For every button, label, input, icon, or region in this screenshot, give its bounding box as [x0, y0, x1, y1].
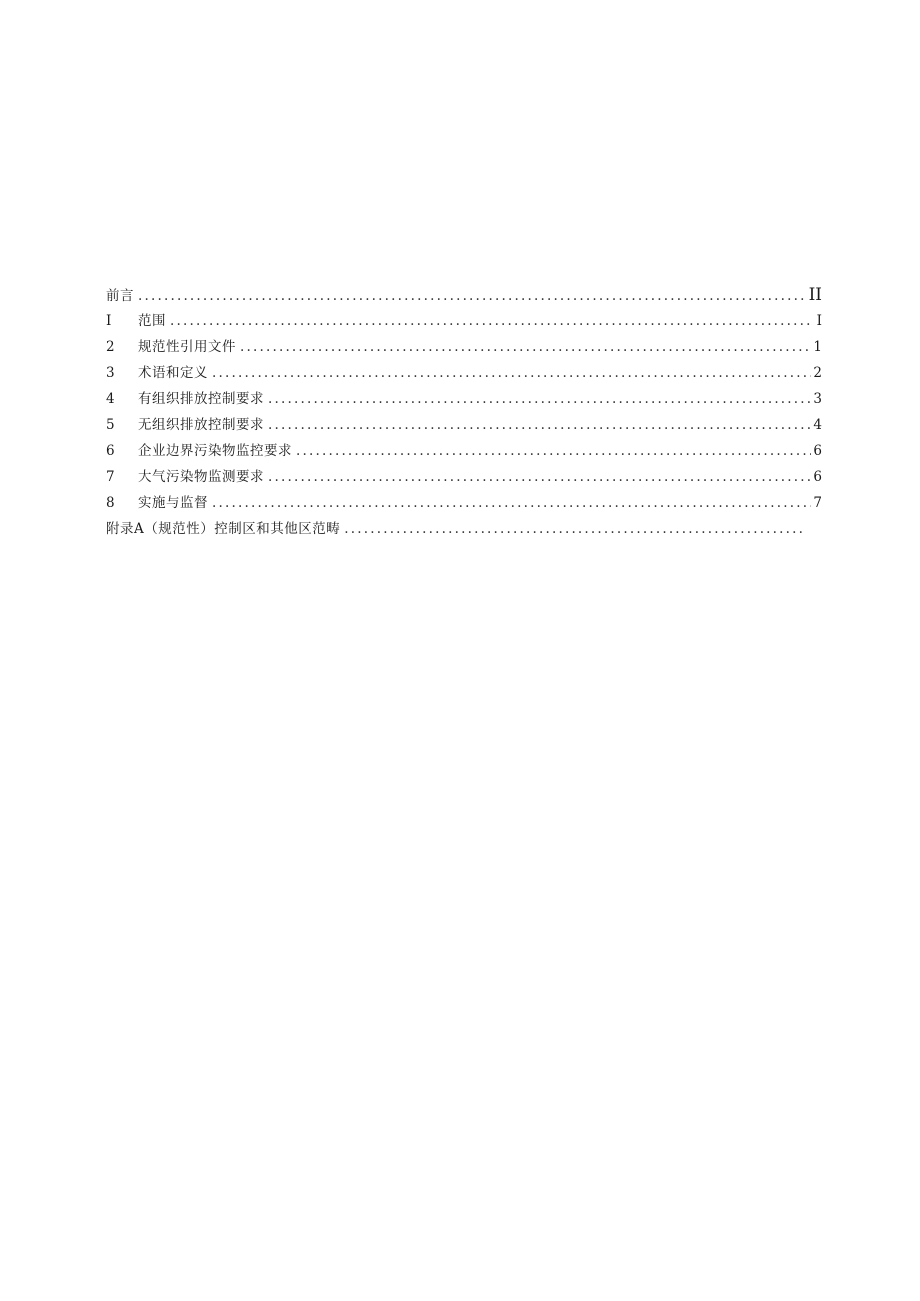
- toc-entry-page: 3: [813, 391, 822, 407]
- toc-entry-boundary-monitoring[interactable]: [106, 438, 822, 464]
- toc-entry-fugitive-emission[interactable]: [106, 412, 822, 438]
- toc-entry-page: 7: [813, 495, 822, 511]
- toc-entry-page: 6: [813, 469, 822, 485]
- toc-entry-preface[interactable]: [106, 282, 822, 308]
- toc-entry-air-monitoring[interactable]: [106, 464, 822, 490]
- toc-entry-number: 4: [106, 391, 115, 407]
- toc-entry-title: 规范性引用文件: [138, 339, 236, 355]
- toc-leader-dots: [212, 490, 811, 516]
- toc-entry-normative-references[interactable]: [106, 334, 822, 360]
- toc-entry-appendix-a[interactable]: [106, 516, 822, 542]
- table-of-contents: [106, 282, 822, 542]
- toc-entry-number: 6: [106, 443, 115, 459]
- toc-entry-number: I: [106, 313, 112, 329]
- toc-leader-dots: [170, 308, 812, 334]
- toc-leader-dots: [268, 412, 811, 438]
- toc-entry-terms-definitions[interactable]: [106, 360, 822, 386]
- toc-entry-number: 2: [106, 339, 115, 355]
- toc-entry-title: 范围: [138, 313, 166, 329]
- toc-leader-dots: [212, 360, 811, 386]
- toc-entry-title: 前言: [106, 288, 134, 304]
- toc-entry-scope[interactable]: [106, 308, 822, 334]
- toc-leader-dots: [138, 283, 807, 309]
- toc-entry-implementation[interactable]: [106, 490, 822, 516]
- toc-leader-dots: [268, 386, 811, 412]
- toc-entry-title: 大气污染物监测要求: [138, 469, 264, 485]
- toc-entry-title: 术语和定义: [138, 365, 208, 381]
- toc-entry-page: II: [808, 285, 822, 305]
- toc-entry-title: 附录A（规范性）控制区和其他区范畴: [106, 521, 341, 537]
- toc-leader-dots: [240, 334, 811, 360]
- toc-entry-number: 5: [106, 417, 115, 433]
- toc-entry-page: 4: [813, 417, 822, 433]
- toc-entry-title: 无组织排放控制要求: [138, 417, 264, 433]
- toc-entry-title: 企业边界污染物监控要求: [138, 443, 292, 459]
- toc-entry-number: 8: [106, 495, 115, 511]
- toc-leader-dots: [296, 438, 811, 464]
- toc-entry-page: 1: [813, 339, 822, 355]
- toc-leader-dots: [344, 516, 804, 542]
- toc-entry-organized-emission[interactable]: [106, 386, 822, 412]
- toc-entry-title: 实施与监督: [138, 495, 208, 511]
- toc-entry-page: 6: [813, 443, 822, 459]
- toc-entry-title: 有组织排放控制要求: [138, 391, 264, 407]
- toc-entry-page: I: [816, 313, 822, 329]
- toc-entry-number: 3: [106, 365, 115, 381]
- toc-leader-dots: [268, 464, 811, 490]
- toc-entry-number: 7: [106, 469, 115, 485]
- toc-entry-page: 2: [813, 365, 822, 381]
